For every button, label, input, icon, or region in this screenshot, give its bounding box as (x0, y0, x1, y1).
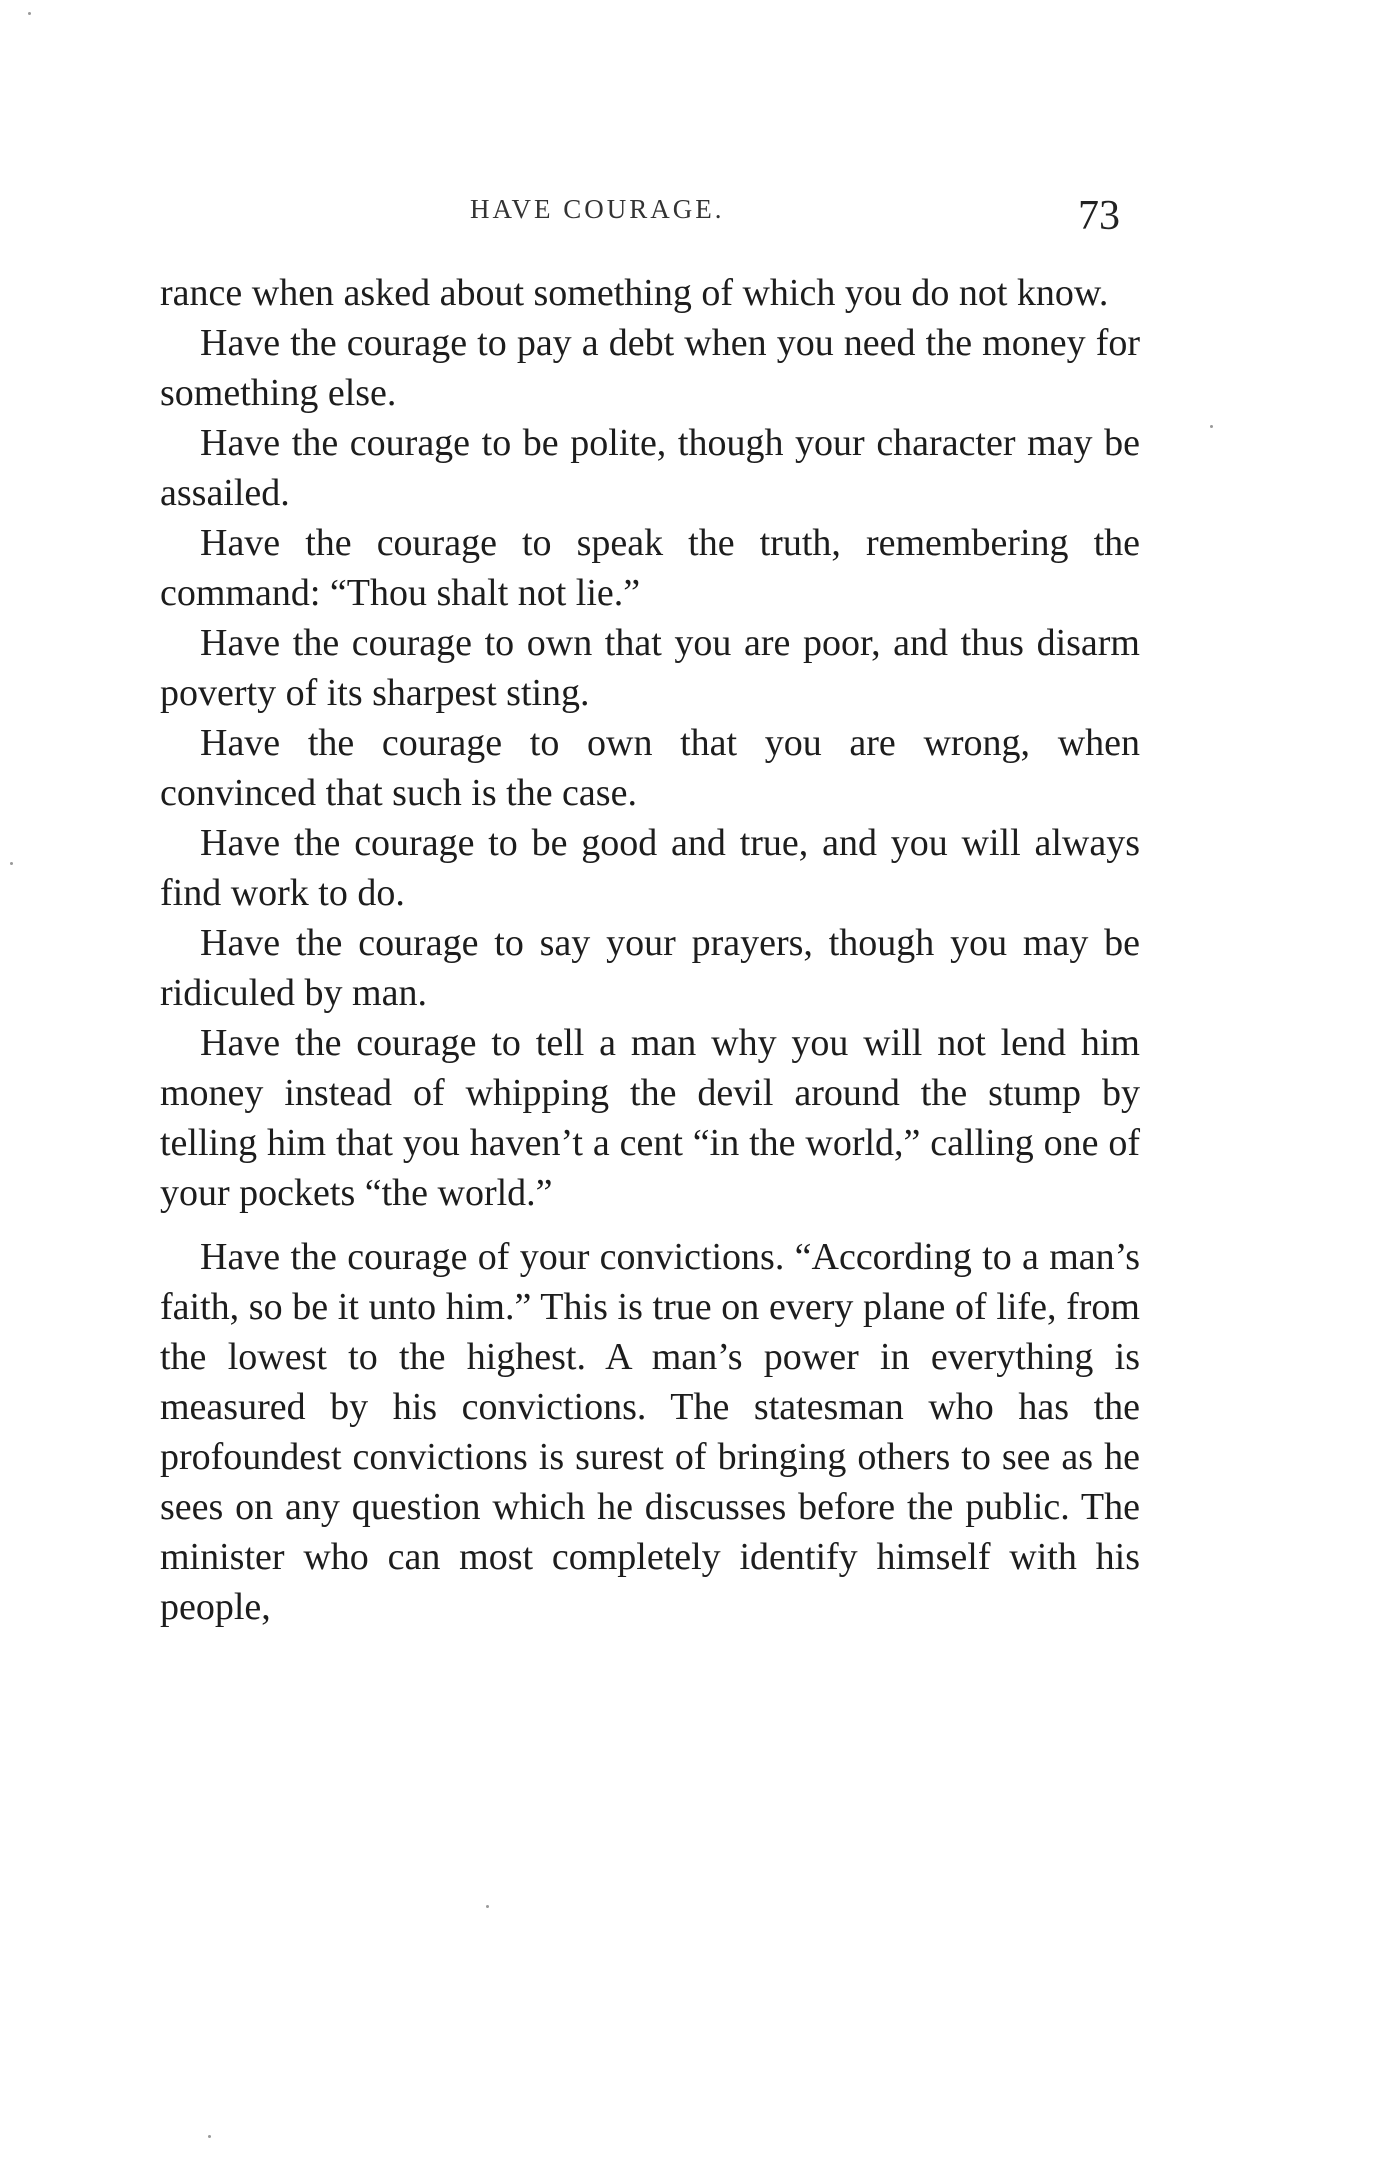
paragraph-be-polite: Have the courage to be polite, though your character may be assailed. (160, 422, 1140, 514)
paragraph-convictions: Have the courage of your convictions. “According to a man’s faith, so be it unto him.” This is true on every plane of life, from the lowest to the highest. A man’s power in everything is measured by his convictions. The statesman who has the profoundest convictions is surest of bringing others to see as he sees on any question which he discusses before the public. The minister who can most completely identify himself with his people, (160, 1236, 1140, 1628)
paragraph-say-prayers: Have the courage to say your prayers, though you may be ridiculed by man. (160, 922, 1140, 1014)
paper-speck (1210, 425, 1213, 428)
paragraph-continuation: rance when asked about something of which you do not know. (160, 272, 1109, 314)
paragraph-good-and-true: Have the courage to be good and true, and you will always find work to do. (160, 822, 1140, 914)
paragraph-speak-truth: Have the courage to speak the truth, remembering the command: “Thou shalt not lie.” (160, 522, 1140, 614)
paper-speck (28, 12, 31, 15)
paper-speck (208, 2135, 211, 2138)
body-text (160, 268, 1140, 1632)
paper-speck (10, 862, 13, 865)
paper-speck (486, 1905, 489, 1908)
paragraph-lend-money: Have the courage to tell a man why you will not lend him money instead of whipping the devil around the stump by telling him that you haven’t a cent “in the world,” calling one of your pockets “the world.” (160, 1022, 1140, 1214)
paragraph-own-poor: Have the courage to own that you are poor, and thus disarm poverty of its sharpest sting. (160, 622, 1140, 714)
paragraph-own-wrong: Have the courage to own that you are wrong, when convinced that such is the case. (160, 722, 1140, 814)
running-title: HAVE COURAGE. (470, 194, 725, 224)
paragraph-pay-debt: Have the courage to pay a debt when you need the money for something else. (160, 322, 1140, 414)
page-number: 73 (1078, 193, 1120, 239)
